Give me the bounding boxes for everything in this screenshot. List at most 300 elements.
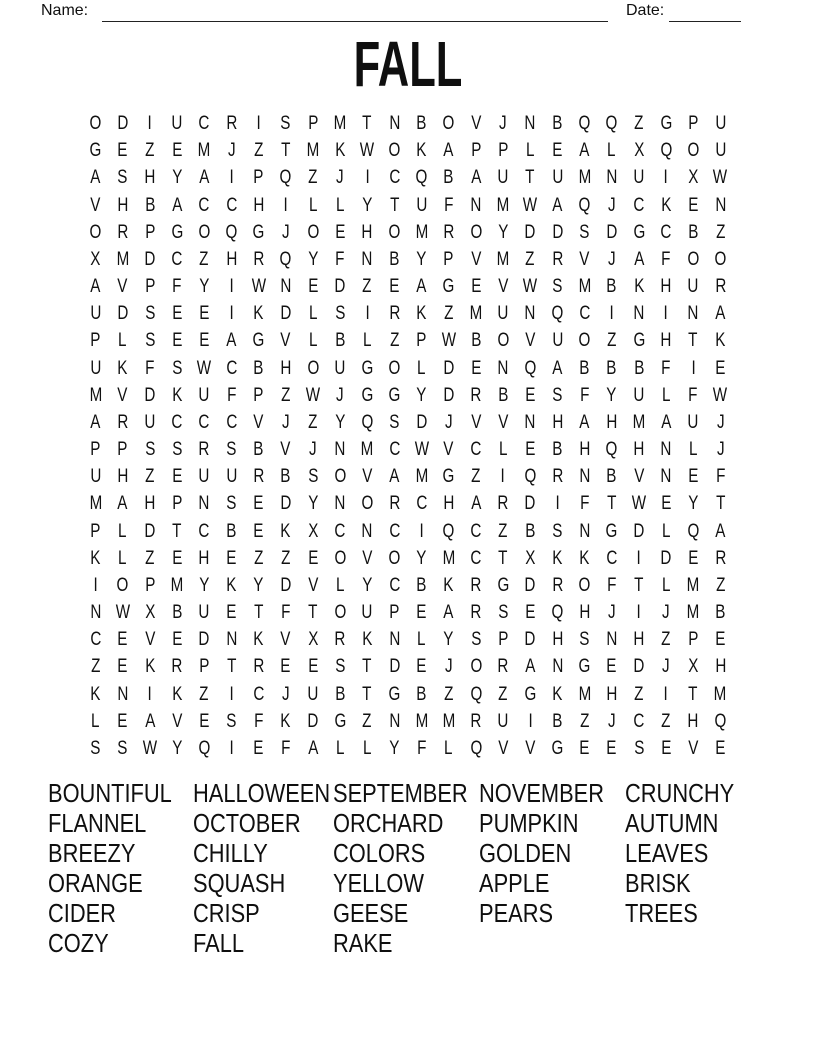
grid-letter: A	[226, 330, 237, 352]
grid-letter: Q	[578, 194, 591, 216]
grid-letter: R	[253, 656, 265, 678]
grid-letter: F	[579, 384, 590, 406]
grid-letter: V	[470, 411, 481, 433]
grid-letter: G	[252, 330, 265, 352]
grid-letter: O	[334, 602, 346, 624]
grid-letter: D	[388, 656, 400, 678]
grid-letter: J	[227, 140, 236, 162]
grid-letter: R	[714, 276, 726, 298]
grid-letter: B	[334, 683, 346, 705]
grid-letter: K	[144, 656, 155, 678]
grid-letter: G	[334, 710, 346, 732]
grid-letter: L	[308, 303, 318, 325]
grid-letter: P	[253, 167, 264, 189]
grid-letter: K	[280, 710, 291, 732]
grid-letter: F	[715, 466, 726, 488]
grid-letter: E	[688, 466, 699, 488]
grid-letter: M	[89, 384, 102, 406]
grid-letter: W	[142, 737, 158, 759]
puzzle-title-text: FALL	[353, 28, 463, 100]
grid-letter: N	[90, 602, 102, 624]
grid-letter: J	[716, 439, 725, 461]
grid-letter: B	[525, 520, 536, 542]
grid-letter: C	[225, 411, 237, 433]
grid-letter: M	[197, 140, 211, 162]
grid-letter: D	[280, 493, 292, 515]
grid-letter: M	[89, 493, 102, 515]
grid-letter: V	[144, 629, 155, 651]
grid-letter: L	[308, 330, 318, 352]
grid-letter: Z	[199, 248, 209, 270]
grid-letter: B	[633, 357, 644, 379]
grid-letter: U	[633, 384, 645, 406]
grid-letter: H	[579, 439, 591, 461]
grid-letter: D	[524, 493, 536, 515]
grid-letter: V	[280, 629, 291, 651]
grid-letter: E	[416, 602, 427, 624]
grid-letter: O	[578, 574, 591, 596]
grid-letter: I	[663, 167, 669, 189]
grid-letter: N	[497, 357, 509, 379]
grid-letter: K	[226, 574, 237, 596]
grid-letter: V	[171, 710, 183, 732]
grid-letter: Q	[605, 113, 618, 135]
grid-letter: W	[713, 384, 728, 406]
grid-letter: I	[147, 683, 153, 705]
grid-letter: G	[388, 683, 401, 705]
word-list-column	[625, 778, 755, 958]
grid-letter: H	[551, 629, 563, 651]
grid-letter: K	[253, 629, 264, 651]
grid-letter: M	[469, 303, 483, 325]
grid-letter: E	[199, 330, 210, 352]
grid-letter: B	[416, 574, 427, 596]
grid-letter: M	[442, 710, 456, 732]
word-list-column	[479, 778, 625, 958]
grid-letter: E	[525, 439, 536, 461]
grid-letter: W	[523, 194, 538, 216]
grid-letter: J	[309, 439, 317, 461]
grid-letter: I	[283, 194, 288, 216]
grid-letter: X	[307, 629, 318, 651]
grid-letter: S	[579, 221, 590, 243]
word-list-column	[333, 778, 479, 958]
grid-letter: Z	[145, 140, 155, 162]
grid-letter: O	[89, 221, 102, 243]
grid-letter: O	[388, 140, 401, 162]
grid-letter: S	[552, 276, 563, 298]
grid-letter: J	[444, 656, 453, 678]
grid-letter: L	[444, 737, 453, 759]
grid-letter: E	[280, 656, 291, 678]
grid-letter: T	[715, 493, 726, 515]
grid-letter: B	[552, 113, 563, 135]
grid-letter: Q	[551, 303, 564, 325]
grid-letter: O	[388, 547, 401, 569]
grid-letter: N	[388, 113, 400, 135]
grid-letter: A	[443, 602, 454, 624]
grid-letter: V	[470, 113, 481, 135]
grid-letter: E	[253, 737, 264, 759]
grid-letter: J	[336, 384, 344, 406]
grid-letter: H	[606, 683, 618, 705]
grid-letter: J	[607, 710, 616, 732]
word-list-item: GOLDEN	[479, 838, 572, 868]
grid-letter: B	[715, 602, 726, 624]
grid-letter: A	[117, 493, 128, 515]
grid-letter: R	[714, 547, 726, 569]
grid-letter: G	[632, 330, 645, 352]
grid-letter: V	[497, 276, 509, 298]
grid-letter: S	[334, 303, 346, 325]
grid-letter: T	[172, 520, 182, 542]
grid-letter: R	[388, 303, 400, 325]
word-list-item: GEESE	[333, 898, 409, 928]
word-list-item: SQUASH	[193, 868, 286, 898]
grid-letter: R	[470, 384, 482, 406]
grid-letter: X	[307, 520, 318, 542]
grid-letter: O	[361, 493, 374, 515]
grid-letter: I	[636, 602, 642, 624]
grid-letter: A	[579, 140, 590, 162]
grid-letter: R	[171, 656, 183, 678]
grid-letter: D	[144, 248, 156, 270]
grid-letter: M	[578, 167, 591, 189]
grid-letter: H	[633, 629, 645, 651]
grid-letter: R	[470, 710, 482, 732]
grid-letter: X	[688, 656, 699, 678]
grid-letter: L	[526, 140, 535, 162]
grid-letter: S	[334, 656, 346, 678]
grid-letter: T	[688, 683, 698, 705]
grid-letter: J	[607, 194, 616, 216]
grid-letter: U	[90, 303, 102, 325]
grid-letter: L	[335, 194, 345, 216]
grid-letter: F	[688, 384, 698, 406]
grid-letter: Z	[444, 683, 454, 705]
grid-letter: Q	[198, 737, 211, 759]
grid-letter: Y	[307, 248, 318, 270]
word-list-item: ORANGE	[48, 868, 143, 898]
grid-letter: T	[607, 493, 617, 515]
grid-letter: I	[663, 303, 669, 325]
grid-letter: A	[416, 276, 427, 298]
grid-letter: O	[469, 656, 482, 678]
grid-letter: K	[253, 303, 264, 325]
grid-letter: Y	[171, 737, 183, 759]
grid-letter: Q	[279, 167, 292, 189]
grid-letter: K	[416, 140, 427, 162]
grid-letter: H	[687, 710, 699, 732]
grid-letter: S	[633, 737, 644, 759]
grid-letter: Z	[634, 113, 644, 135]
grid-letter: D	[117, 303, 129, 325]
grid-letter: Q	[524, 357, 537, 379]
grid-letter: L	[363, 737, 372, 759]
word-list-item: CIDER	[48, 898, 116, 928]
grid-letter: I	[609, 303, 614, 325]
grid-letter: G	[252, 221, 265, 243]
grid-letter: G	[361, 357, 374, 379]
grid-letter: C	[579, 303, 591, 325]
grid-letter: Y	[416, 248, 427, 270]
grid-letter: K	[660, 194, 672, 216]
grid-letter: Y	[199, 276, 210, 298]
grid-letter: H	[280, 357, 292, 379]
grid-letter: P	[90, 330, 101, 352]
grid-letter: F	[335, 248, 345, 270]
grid-letter: E	[552, 140, 563, 162]
grid-letter: U	[497, 710, 509, 732]
grid-letter: U	[144, 411, 156, 433]
grid-letter: L	[417, 357, 426, 379]
grid-letter: L	[118, 547, 127, 569]
grid-letter: S	[579, 629, 590, 651]
grid-letter: J	[281, 221, 290, 243]
grid-letter: L	[661, 574, 671, 596]
grid-letter: E	[117, 140, 128, 162]
grid-letter: N	[225, 629, 237, 651]
grid-letter: X	[525, 547, 536, 569]
grid-letter: T	[362, 113, 372, 135]
grid-letter: N	[606, 629, 618, 651]
grid-letter: Q	[225, 221, 238, 243]
grid-letter: U	[307, 683, 319, 705]
grid-letter: L	[308, 194, 318, 216]
grid-letter: O	[198, 221, 211, 243]
grid-letter: C	[470, 520, 482, 542]
word-list-item: OCTOBER	[193, 808, 301, 838]
grid-letter: L	[689, 439, 698, 461]
word-list-column	[48, 778, 193, 958]
grid-letter: U	[551, 167, 563, 189]
grid-letter: Y	[171, 167, 183, 189]
grid-letter: B	[552, 710, 563, 732]
grid-letter: A	[470, 167, 481, 189]
grid-letter: Y	[334, 411, 346, 433]
grid-letter: P	[688, 113, 699, 135]
grid-letter: M	[496, 248, 510, 270]
grid-letter: M	[496, 194, 510, 216]
grid-letter: Y	[606, 384, 617, 406]
grid-letter: I	[229, 276, 234, 298]
grid-letter: D	[416, 411, 428, 433]
puzzle-title	[0, 28, 816, 100]
word-list-item: BREEZY	[48, 838, 136, 868]
grid-letter: I	[229, 167, 234, 189]
grid-letter: L	[118, 330, 127, 352]
grid-letter: Z	[145, 466, 155, 488]
grid-letter: Z	[444, 303, 454, 325]
grid-letter: B	[416, 113, 427, 135]
grid-letter: E	[226, 547, 237, 569]
grid-letter: I	[229, 303, 234, 325]
grid-letter: J	[607, 602, 616, 624]
grid-letter: W	[360, 140, 375, 162]
grid-letter: R	[388, 493, 400, 515]
grid-letter: T	[253, 602, 264, 624]
grid-letter: F	[145, 357, 155, 379]
grid-letter: U	[497, 167, 509, 189]
grid-letter: W	[713, 167, 728, 189]
grid-letter: Q	[415, 167, 428, 189]
grid-letter: O	[306, 221, 319, 243]
grid-letter: D	[443, 384, 455, 406]
grid-letter: N	[579, 466, 591, 488]
grid-letter: E	[253, 493, 264, 515]
grid-letter: G	[524, 683, 537, 705]
grid-letter: B	[389, 248, 400, 270]
grid-letter: B	[688, 221, 699, 243]
grid-letter: V	[253, 411, 264, 433]
word-list-item: CRISP	[193, 898, 260, 928]
grid-letter: I	[147, 113, 153, 135]
grid-letter: A	[443, 140, 454, 162]
grid-letter: R	[470, 602, 482, 624]
grid-letter: T	[362, 683, 372, 705]
grid-letter: Z	[661, 629, 671, 651]
grid-letter: N	[361, 248, 373, 270]
grid-letter: O	[578, 330, 591, 352]
grid-letter: R	[198, 439, 210, 461]
grid-letter: Z	[308, 167, 318, 189]
grid-letter: V	[497, 411, 509, 433]
grid-letter: N	[117, 683, 129, 705]
grid-letter: P	[117, 439, 128, 461]
grid-letter: L	[417, 629, 426, 651]
grid-letter: V	[362, 466, 373, 488]
grid-letter: E	[660, 493, 672, 515]
grid-letter: D	[633, 520, 645, 542]
word-list-item: BRISK	[625, 868, 691, 898]
grid-letter: G	[442, 466, 455, 488]
grid-letter: V	[525, 330, 536, 352]
grid-letter: Q	[469, 683, 482, 705]
grid-letter: P	[497, 629, 509, 651]
word-list-item: HALLOWEEN	[193, 778, 331, 808]
grid-letter: K	[416, 303, 427, 325]
grid-letter: X	[90, 248, 101, 270]
grid-letter: E	[606, 656, 617, 678]
grid-letter: Q	[687, 520, 700, 542]
grid-letter: M	[415, 466, 428, 488]
grid-letter: P	[253, 384, 264, 406]
grid-letter: M	[360, 439, 374, 461]
grid-letter: W	[115, 602, 130, 624]
grid-letter: N	[579, 520, 591, 542]
grid-letter: C	[198, 113, 210, 135]
grid-letter: V	[117, 276, 128, 298]
grid-letter: H	[633, 439, 645, 461]
grid-letter: N	[524, 411, 536, 433]
grid-letter: K	[715, 330, 726, 352]
grid-letter: N	[633, 303, 645, 325]
grid-letter: Q	[605, 439, 618, 461]
grid-letter: V	[117, 384, 128, 406]
grid-letter: F	[444, 194, 454, 216]
word-search-grid	[82, 110, 734, 762]
grid-letter: J	[607, 248, 616, 270]
grid-letter: C	[253, 683, 265, 705]
word-list-item: SEPTEMBER	[333, 778, 468, 808]
grid-letter: C	[470, 439, 482, 461]
grid-letter: S	[307, 466, 318, 488]
grid-letter: Y	[416, 384, 427, 406]
word-list-item: AUTUMN	[625, 808, 719, 838]
grid-letter: Q	[279, 248, 292, 270]
grid-letter: A	[525, 656, 536, 678]
grid-letter: I	[256, 113, 261, 135]
grid-letter: P	[307, 113, 318, 135]
grid-letter: L	[661, 384, 671, 406]
grid-letter: M	[578, 276, 591, 298]
grid-letter: Z	[199, 683, 209, 705]
grid-letter: U	[633, 167, 645, 189]
grid-letter: A	[552, 357, 563, 379]
grid-letter: U	[497, 303, 509, 325]
grid-letter: S	[552, 384, 563, 406]
grid-letter: Z	[253, 547, 264, 569]
grid-letter: O	[497, 330, 509, 352]
grid-letter: W	[197, 357, 212, 379]
grid-letter: T	[688, 330, 698, 352]
grid-letter: G	[660, 113, 672, 135]
grid-letter: H	[660, 276, 672, 298]
grid-letter: T	[389, 194, 400, 216]
grid-letter: E	[525, 384, 536, 406]
grid-letter: H	[606, 411, 618, 433]
grid-letter: K	[280, 520, 291, 542]
grid-letter: I	[365, 167, 370, 189]
grid-letter: I	[229, 683, 234, 705]
grid-letter: Z	[498, 683, 508, 705]
grid-letter: E	[171, 466, 183, 488]
grid-letter: B	[226, 520, 237, 542]
grid-letter: C	[633, 194, 645, 216]
grid-letter: D	[144, 384, 156, 406]
grid-letter: D	[524, 221, 536, 243]
word-list-item: CRUNCHY	[625, 778, 735, 808]
grid-letter: A	[660, 411, 672, 433]
grid-letter: N	[714, 194, 726, 216]
grid-letter: Z	[362, 710, 372, 732]
grid-letter: E	[171, 140, 183, 162]
grid-letter: R	[443, 221, 455, 243]
grid-letter: R	[334, 629, 346, 651]
grid-letter: N	[334, 439, 346, 461]
grid-letter: M	[333, 113, 347, 135]
word-list-item: YELLOW	[333, 868, 425, 898]
grid-letter: U	[687, 411, 699, 433]
grid-letter: H	[551, 411, 563, 433]
grid-letter: E	[470, 357, 481, 379]
grid-letter: J	[716, 411, 725, 433]
grid-letter: P	[688, 629, 699, 651]
grid-letter: M	[116, 248, 130, 270]
grid-letter: E	[117, 629, 128, 651]
grid-letter: Z	[634, 683, 644, 705]
grid-letter: Q	[524, 466, 537, 488]
word-list-item: PEARS	[479, 898, 554, 928]
grid-letter: K	[171, 683, 183, 705]
grid-letter: D	[524, 574, 536, 596]
word-list-item: FLANNEL	[48, 808, 147, 838]
grid-letter: A	[552, 194, 563, 216]
grid-letter: J	[444, 411, 453, 433]
grid-letter: E	[715, 357, 726, 379]
grid-letter: B	[579, 357, 590, 379]
grid-letter: P	[144, 276, 155, 298]
